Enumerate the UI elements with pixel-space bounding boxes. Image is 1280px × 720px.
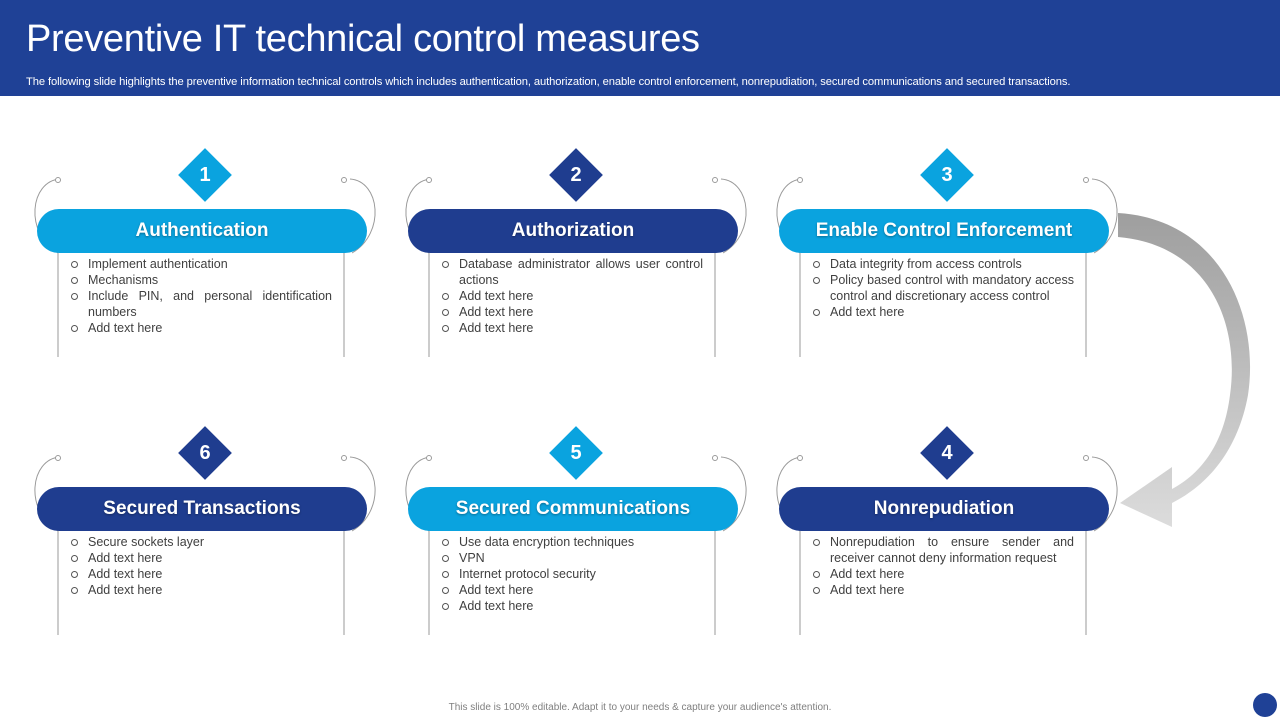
- step-number-badge: 2: [550, 149, 602, 201]
- list-item: Add text here: [441, 582, 703, 598]
- list-item: Add text here: [70, 582, 332, 598]
- list-item: Add text here: [70, 566, 332, 582]
- list-item: Data integrity from access controls: [812, 256, 1074, 272]
- page-title: Preventive IT technical control measures: [26, 18, 700, 60]
- step-number-badge: 3: [921, 149, 973, 201]
- card-title: Authorization: [408, 209, 738, 253]
- corner-dot: [1253, 693, 1277, 717]
- card-nonrepudiation: [772, 427, 1122, 647]
- card-authorization: [401, 149, 751, 369]
- page-subtitle: The following slide highlights the preventive information technical controls which includes authentication, authorization, enable control enforcement, nonrepudiation, secured communications and secured transactions.: [26, 76, 1071, 88]
- header-banner: [0, 0, 1280, 96]
- card-bullet-list: [70, 534, 332, 598]
- list-item: VPN: [441, 550, 703, 566]
- step-number-badge: 6: [179, 427, 231, 479]
- list-item: Implement authentication: [70, 256, 332, 272]
- list-item: Add text here: [812, 304, 1074, 320]
- card-bullet-list: [70, 256, 332, 336]
- card-title: Enable Control Enforcement: [779, 209, 1109, 253]
- list-item: Nonrepudiation to ensure sender and receiver cannot deny information request: [812, 534, 1074, 566]
- list-item: Use data encryption techniques: [441, 534, 703, 550]
- card-enable-control-enforcement: [772, 149, 1122, 369]
- list-item: Database administrator allows user control actions: [441, 256, 703, 288]
- curved-arrow-icon: [1110, 205, 1260, 540]
- step-number-badge: 1: [179, 149, 231, 201]
- list-item: Mechanisms: [70, 272, 332, 288]
- list-item: Secure sockets layer: [70, 534, 332, 550]
- footer-note: This slide is 100% editable. Adapt it to your needs & capture your audience's attention.: [448, 702, 832, 713]
- list-item: Policy based control with mandatory access control and discretionary access control: [812, 272, 1074, 304]
- step-number-badge: 4: [921, 427, 973, 479]
- list-item: Add text here: [812, 582, 1074, 598]
- list-item: Add text here: [70, 320, 332, 336]
- card-title: Nonrepudiation: [779, 487, 1109, 531]
- list-item: Include PIN, and personal identification numbers: [70, 288, 332, 320]
- card-title: Secured Communications: [408, 487, 738, 531]
- card-bullet-list: [812, 534, 1074, 598]
- list-item: Add text here: [441, 598, 703, 614]
- card-title: Secured Transactions: [37, 487, 367, 531]
- card-bullet-list: [441, 534, 703, 614]
- list-item: Add text here: [70, 550, 332, 566]
- card-bullet-list: [812, 256, 1074, 320]
- list-item: Add text here: [812, 566, 1074, 582]
- card-secured-transactions: [30, 427, 380, 647]
- card-title: Authentication: [37, 209, 367, 253]
- list-item: Internet protocol security: [441, 566, 703, 582]
- card-bullet-list: [441, 256, 703, 336]
- card-secured-communications: [401, 427, 751, 647]
- card-authentication: [30, 149, 380, 369]
- step-number-badge: 5: [550, 427, 602, 479]
- list-item: Add text here: [441, 288, 703, 304]
- list-item: Add text here: [441, 304, 703, 320]
- list-item: Add text here: [441, 320, 703, 336]
